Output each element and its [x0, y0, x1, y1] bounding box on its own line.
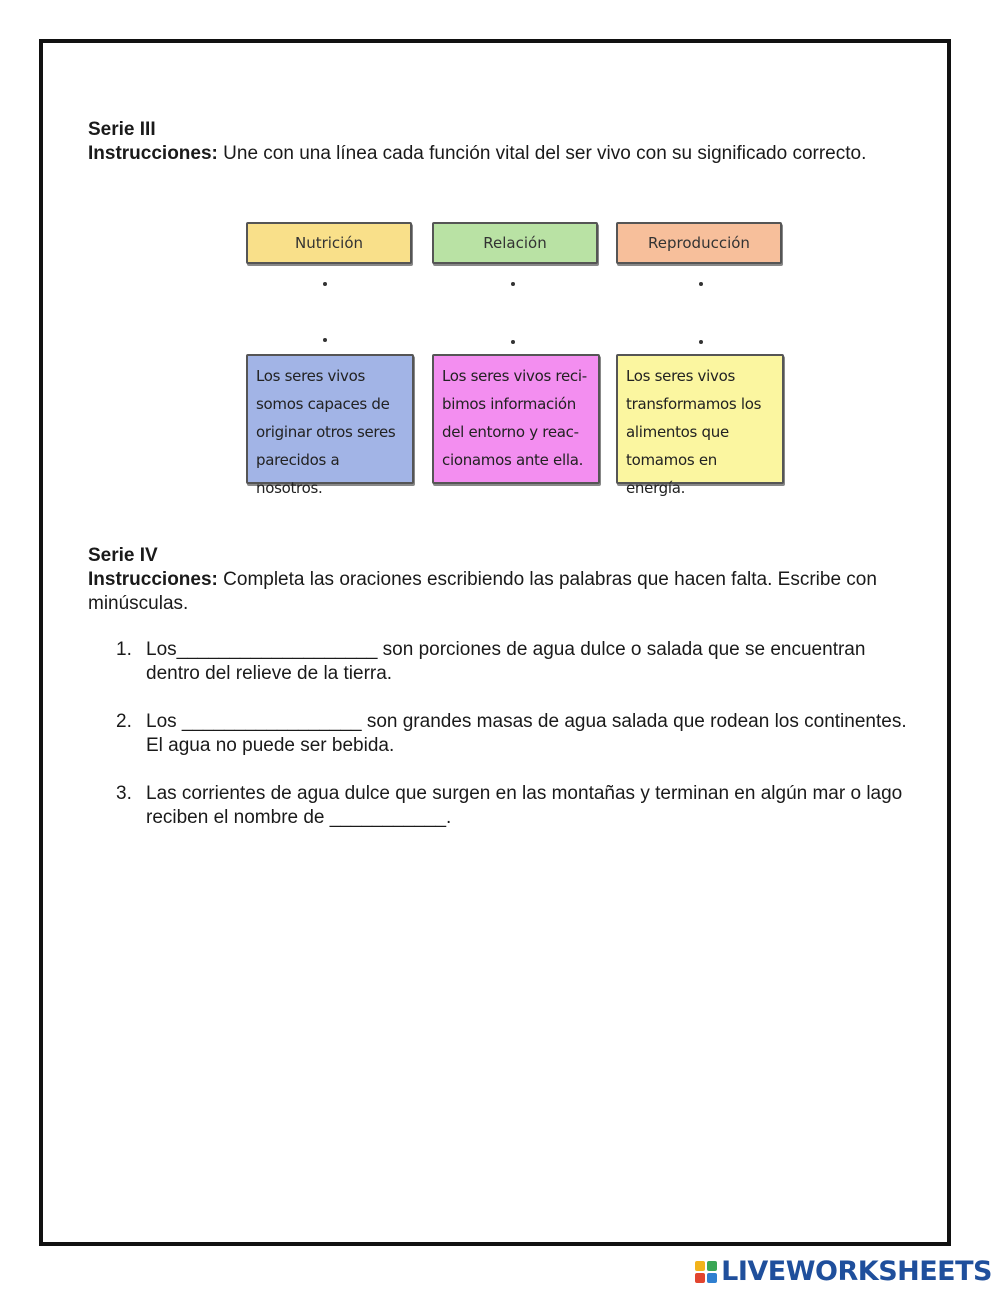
question-number: 1. — [116, 639, 132, 660]
function-box-nutricion[interactable]: Nutrición — [246, 222, 412, 264]
description-box-1[interactable] — [246, 354, 414, 497]
liveworksheets-brand — [695, 1256, 992, 1287]
question-text[interactable]: Las corrientes de agua dulce que surgen en las montañas y terminan en algún mar o lago reciben el nombre de ___________. — [146, 783, 903, 828]
logo-square — [707, 1261, 717, 1271]
bottom-dot-2[interactable] — [511, 340, 515, 344]
question-item — [88, 782, 908, 830]
instructions-label: Instrucciones: — [88, 143, 218, 164]
serie-4-title: Serie IV — [88, 545, 158, 566]
description-line: tomamos en energía. — [626, 451, 717, 497]
instructions-label: Instrucciones: — [88, 569, 218, 590]
function-box-reproduccion[interactable]: Reproducción — [616, 222, 782, 264]
liveworksheets-logo-icon — [695, 1261, 717, 1283]
description-line: Los seres vivos reci- — [442, 367, 587, 385]
question-number: 3. — [116, 783, 132, 804]
top-dot-2[interactable] — [511, 282, 515, 286]
description-line: transformamos los — [626, 395, 762, 413]
bottom-dot-1[interactable] — [323, 338, 327, 342]
serie-4-section — [88, 544, 908, 854]
serie-4-instructions — [88, 568, 908, 616]
description-line: Los seres vivos — [256, 367, 365, 385]
top-dot-3[interactable] — [699, 282, 703, 286]
top-dot-1[interactable] — [323, 282, 327, 286]
instructions-text: Une con una línea cada función vital del ser vivo con su significado correcto. — [217, 143, 867, 164]
logo-square — [707, 1273, 717, 1283]
logo-square — [695, 1273, 705, 1283]
instructions-text: Completa las oraciones escribiendo las palabras que hacen falta. Escribe con minúsculas. — [88, 569, 877, 614]
serie-3-title: Serie III — [88, 119, 156, 140]
question-text[interactable]: Los _________________ son grandes masas de agua salada que rodean los continentes. El agua no puede ser bebida. — [146, 711, 907, 756]
question-list — [88, 638, 908, 830]
bottom-dot-3[interactable] — [699, 340, 703, 344]
serie-3-section — [88, 118, 908, 166]
logo-square — [695, 1261, 705, 1271]
description-line: del entorno y reac- — [442, 423, 579, 441]
description-line: somos capaces de — [256, 395, 390, 413]
question-text[interactable]: Los___________________ son porciones de agua dulce o salada que se encuentran dentro del relieve de la tierra. — [146, 639, 866, 684]
serie-3-instructions — [88, 142, 908, 166]
description-box-2[interactable] — [432, 354, 600, 484]
brand-name: LIVEWORKSHEETS — [721, 1256, 992, 1287]
description-box-3[interactable] — [616, 354, 784, 497]
description-line: alimentos que — [626, 423, 729, 441]
description-line: cionamos ante ella. — [442, 451, 584, 469]
question-item — [88, 638, 908, 686]
description-line: parecidos a nosotros. — [256, 451, 340, 497]
question-item — [88, 710, 908, 758]
description-line: Los seres vivos — [626, 367, 735, 385]
description-line: originar otros seres — [256, 423, 396, 441]
matching-diagram — [240, 218, 790, 497]
description-line: bimos información — [442, 395, 576, 413]
question-number: 2. — [116, 711, 132, 732]
function-box-relacion[interactable]: Relación — [432, 222, 598, 264]
